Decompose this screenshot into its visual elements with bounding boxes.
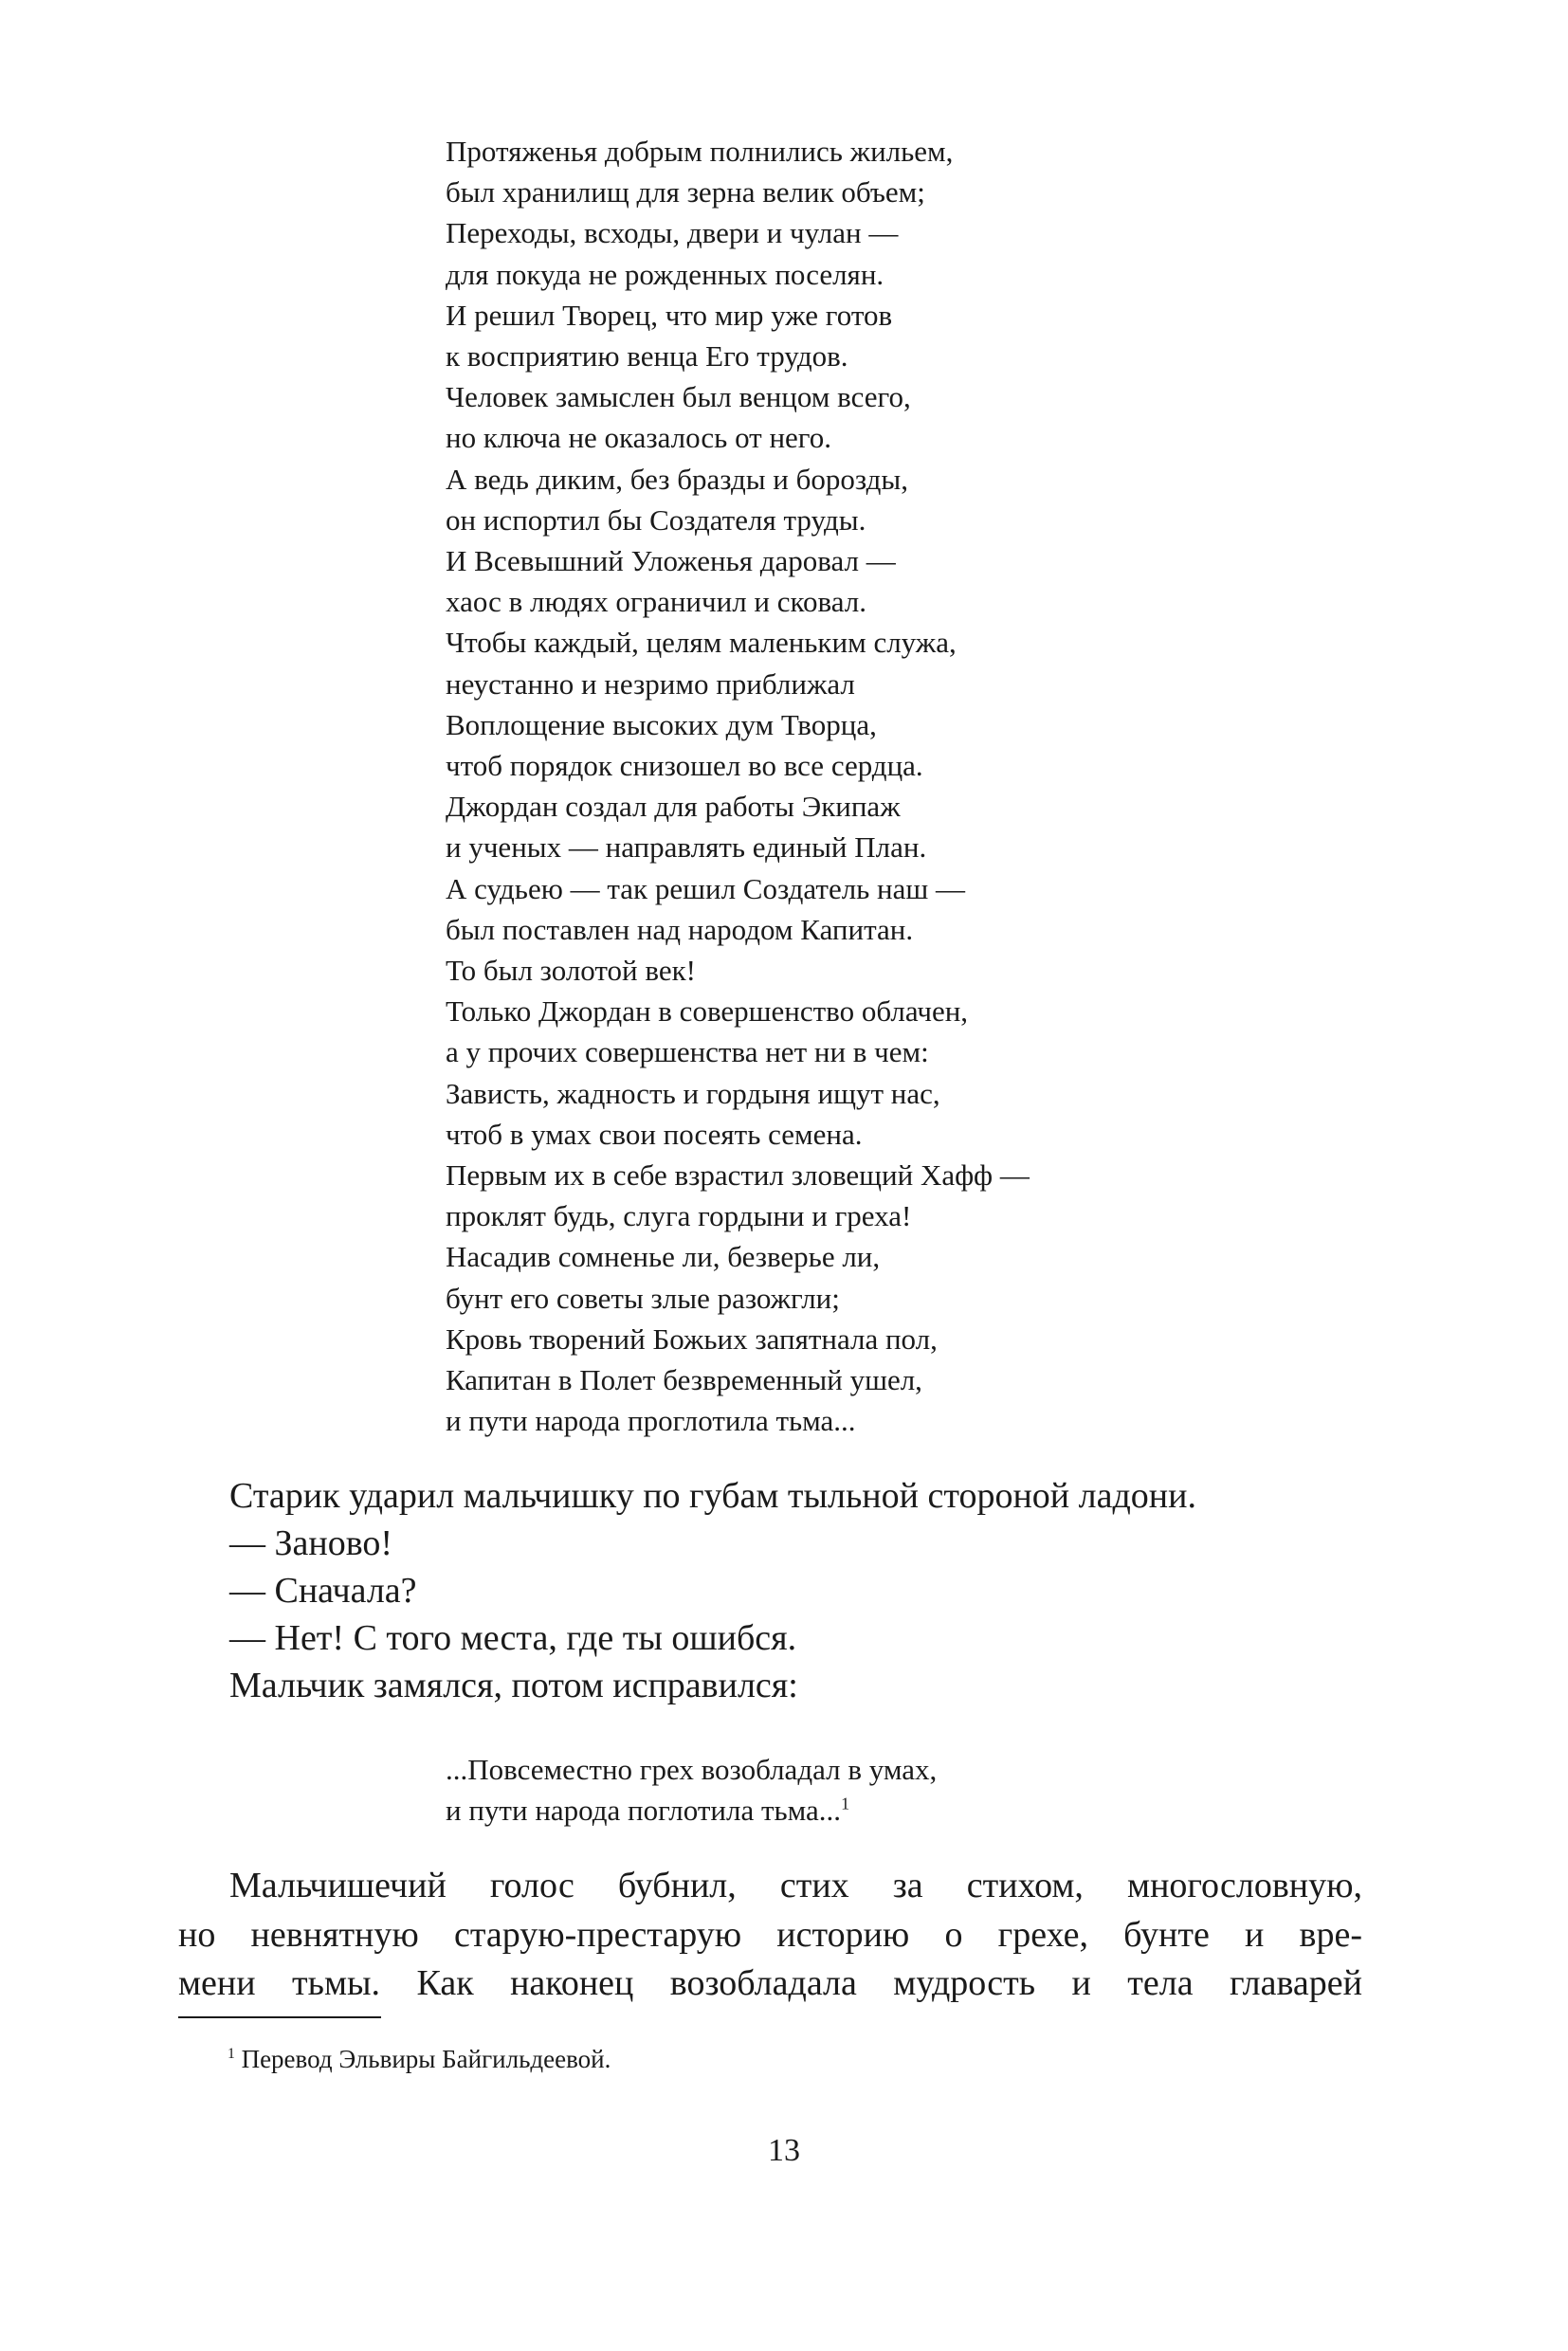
poem-line: хаос в людях ограничил и сковал. bbox=[446, 585, 866, 619]
poem-line: И Всевышний Уложенья даровал — bbox=[446, 544, 896, 578]
poem-line: Человек замыслен был венцом всего, bbox=[446, 380, 911, 414]
paragraph-line: но невнятную старую-престарую историю о грехе, бунте и вре- bbox=[178, 1914, 1362, 1955]
paragraph-line: мени тьмы. Как наконец возобладала мудрость и тела главарей bbox=[178, 1963, 1362, 2003]
poem-line: Насадив сомненье ли, безверье ли, bbox=[446, 1240, 881, 1274]
poem-line: А ведь диким, без бразды и борозды, bbox=[446, 462, 908, 496]
prose-line: Старик ударил мальчишку по губам тыльной стороной ладони. bbox=[229, 1476, 1196, 1516]
footnote bbox=[228, 2042, 611, 2076]
footnote-ref[interactable]: 1 bbox=[841, 1794, 850, 1813]
footnote-text: Перевод Эльвиры Байгильдеевой. bbox=[241, 2045, 611, 2073]
poem-line: был хранилищ для зерна велик объем; bbox=[446, 175, 925, 210]
poem-line: а у прочих совершенства нет ни в чем: bbox=[446, 1035, 929, 1069]
poem-line: ...Повсеместно грех возобладал в умах, bbox=[446, 1753, 938, 1786]
poem-line: к восприятию венца Его трудов. bbox=[446, 339, 848, 374]
dialogue-line: — Заново! bbox=[229, 1523, 393, 1563]
poem-line: Воплощение высоких дум Творца, bbox=[446, 707, 877, 741]
poem-line: он испортил бы Создателя труды. bbox=[446, 502, 866, 537]
poem-line bbox=[446, 1790, 1299, 1831]
poem-line: чтоб порядок снизошел во все сердца. bbox=[446, 749, 923, 783]
footnote-marker: 1 bbox=[228, 2046, 235, 2062]
poem-line: То был золотой век! bbox=[446, 954, 696, 988]
poem-line: был поставлен над народом Капитан. bbox=[446, 912, 914, 946]
poem-line: Зависть, жадность и гордыня ищут нас, bbox=[446, 1076, 940, 1110]
poem-line: Джордан создал для работы Экипаж bbox=[446, 790, 901, 824]
poem-line: Кровь творений Божьих запятнала пол, bbox=[446, 1321, 938, 1356]
poem-line: проклят будь, слуга гордыни и греха! bbox=[446, 1199, 912, 1233]
dialogue-line: — Нет! С того места, где ты ошибся. bbox=[229, 1618, 797, 1658]
poem-line: и пути народа проглотила тьма... bbox=[446, 1404, 856, 1438]
poem-line: И решил Творец, что мир уже готов bbox=[446, 298, 893, 332]
poem-line: Чтобы каждый, целям маленьким служа, bbox=[446, 626, 957, 660]
poem-line: но ключа не оказалось от него. bbox=[446, 421, 831, 455]
poem-quote-block bbox=[446, 1749, 1299, 1831]
dialogue-block bbox=[229, 1472, 1362, 1709]
poem-line: Только Джордан в совершенство облачен, bbox=[446, 994, 969, 1029]
poem-line: А судьею — так решил Создатель наш — bbox=[446, 871, 966, 905]
poem-line: и ученых — направлять единый План. bbox=[446, 830, 927, 865]
poem-line: неустанно и незримо приближал bbox=[446, 666, 855, 701]
poem-line-text: и пути народа поглотила тьма... bbox=[446, 1794, 842, 1828]
poem-line: Капитан в Полет безвременный ушел, bbox=[446, 1363, 922, 1397]
poem-line: Первым их в себе взрастил зловещий Хафф — bbox=[446, 1158, 1030, 1193]
poem-block bbox=[446, 131, 1299, 1442]
poem-line: бунт его советы злые разожгли; bbox=[446, 1281, 840, 1315]
prose-line: Мальчик замялся, потом исправился: bbox=[229, 1666, 798, 1705]
poem-line: Протяженья добрым полнились жильем, bbox=[446, 135, 954, 168]
body-paragraph bbox=[178, 1862, 1362, 2009]
footnote-divider bbox=[178, 2016, 381, 2018]
paragraph-line: Мальчишечий голос бубнил, стих за стихом, многословную, bbox=[229, 1866, 1362, 1905]
page-number: 13 bbox=[768, 2133, 800, 2168]
poem-line: для покуда не рожденных поселян. bbox=[446, 257, 884, 291]
poem-line: чтоб в умах свои посеять семена. bbox=[446, 1117, 863, 1151]
dialogue-line: — Сначала? bbox=[229, 1571, 417, 1611]
poem-line: Переходы, всходы, двери и чулан — bbox=[446, 216, 899, 250]
